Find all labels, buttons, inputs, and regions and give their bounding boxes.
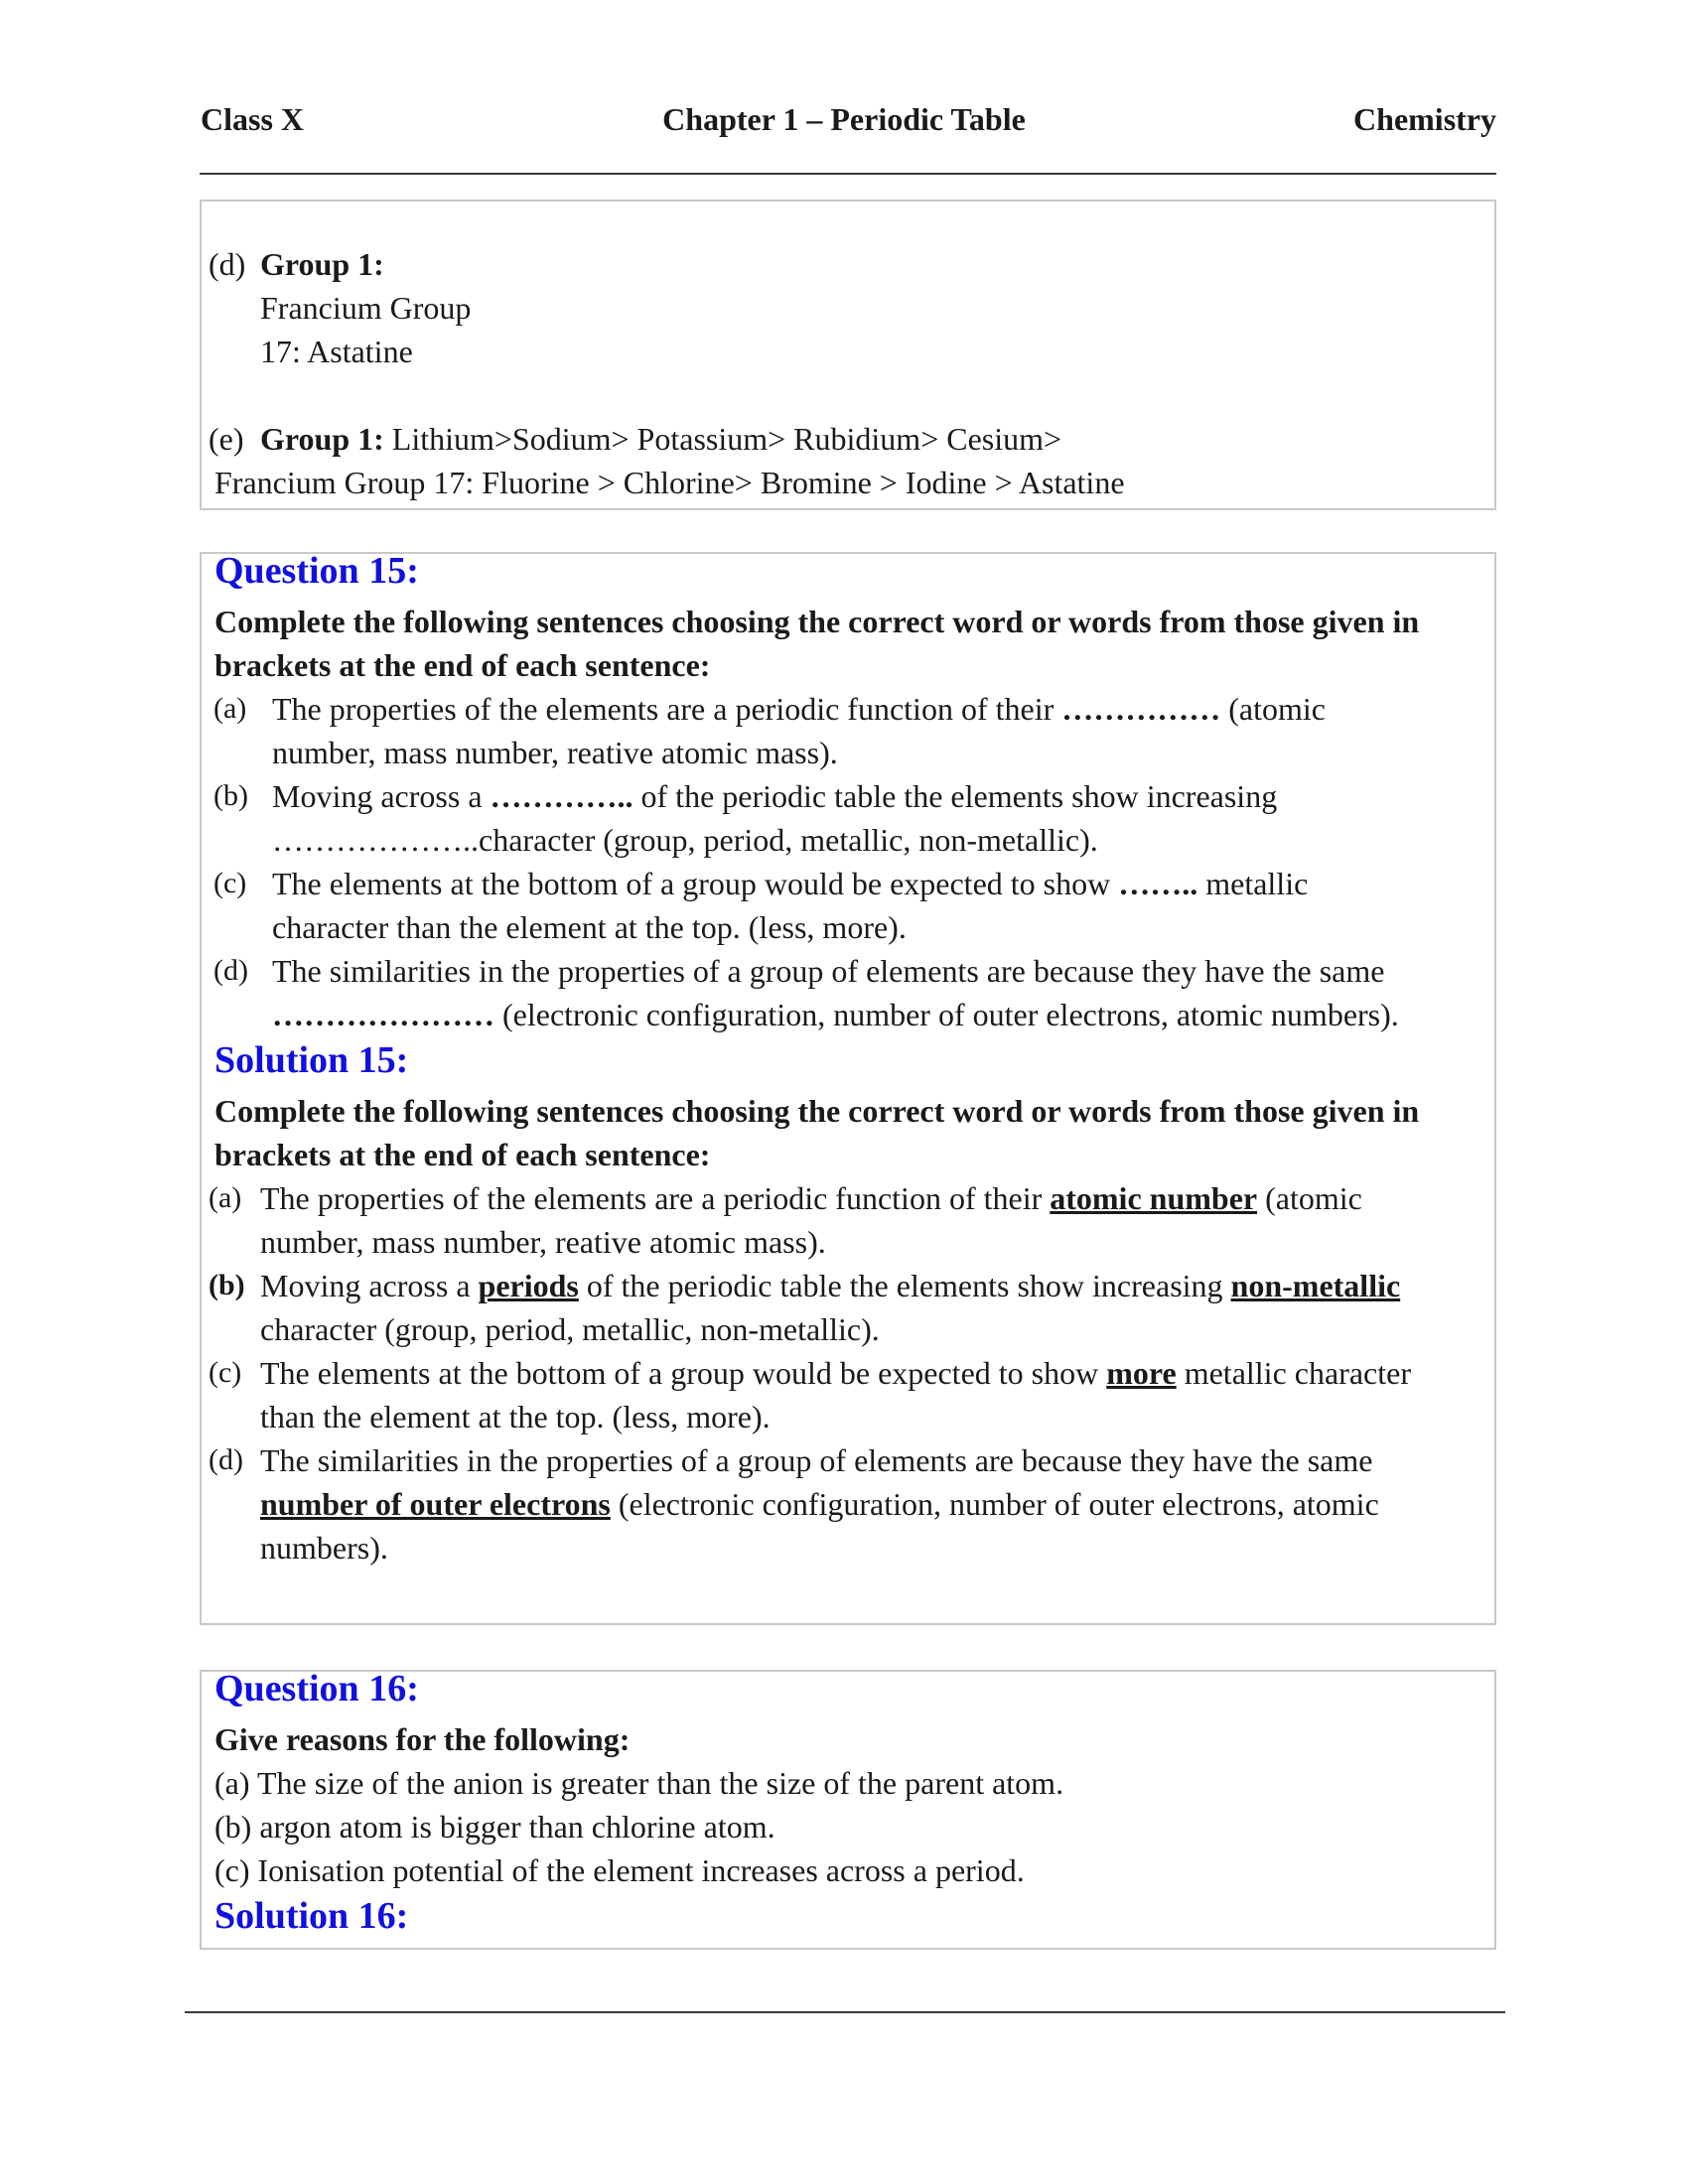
q15-item-b-blank: ………….. — [490, 778, 633, 814]
item-d-label: (d) — [209, 246, 246, 282]
header-chapter-title: Chapter 1 – Periodic Table — [662, 101, 1026, 137]
q15-item-c-line2: character than the element at the top. (less, more). — [272, 909, 907, 945]
s15-item-d-line1: The similarities in the properties of a group of elements are because they have the same — [260, 1442, 1373, 1478]
s15-item-c-line2: than the element at the top. (less, more). — [260, 1399, 771, 1434]
s15-item-d-answer: number of outer electrons — [260, 1486, 611, 1522]
item-e-line1 — [260, 417, 1061, 461]
q15-item-c-blank: …….. — [1118, 866, 1198, 901]
s15-instruction-line2: brackets at the end of each sentence: — [214, 1137, 711, 1172]
item-e-title: Group 1: — [260, 421, 384, 457]
header-class: Class X — [201, 101, 305, 137]
question-15-heading: Question 15: — [214, 550, 419, 592]
q15-item-d-blank: ………………… — [272, 997, 494, 1032]
s15-item-b-answer2: non-metallic — [1230, 1268, 1401, 1303]
q15-item-b-text2: of the periodic table the elements show increasing — [633, 778, 1278, 814]
s15-item-c-text2: metallic character — [1176, 1355, 1411, 1391]
s15-item-d-line3: numbers). — [260, 1530, 388, 1566]
q16-item-b: (b) argon atom is bigger than chlorine atom. — [214, 1809, 775, 1844]
q15-item-b-line1 — [272, 774, 1277, 818]
solution-16-heading: Solution 16: — [214, 1895, 409, 1937]
q15-item-a-line1 — [272, 687, 1326, 731]
item-e-label: (e) — [209, 421, 244, 457]
s15-item-d-options: (electronic configuration, number of outer electrons, atomic — [610, 1486, 1379, 1522]
header-subject: Chemistry — [1353, 101, 1496, 137]
q16-item-c: (c) Ionisation potential of the element increases across a period. — [214, 1852, 1025, 1888]
item-d-line2: Francium Group — [260, 290, 472, 326]
q15-item-d-options: (electronic configuration, number of outer electrons, atomic numbers). — [494, 997, 1399, 1032]
q15-item-c-text: The elements at the bottom of a group would be expected to show — [272, 866, 1119, 901]
q15-item-d-label: (d) — [213, 954, 248, 987]
q15-item-b-text: Moving across a — [272, 778, 491, 814]
item-e-line1-text: Lithium>Sodium> Potassium> Rubidium> Cesium> — [383, 421, 1062, 457]
s15-item-b-line2: character (group, period, metallic, non-metallic). — [260, 1311, 880, 1347]
s15-item-a-line2: number, mass number, reative atomic mass). — [260, 1224, 826, 1260]
s15-item-a-answer: atomic number — [1050, 1180, 1258, 1216]
s15-item-b-line1 — [260, 1264, 1400, 1307]
s15-item-b-text: Moving across a — [260, 1268, 479, 1303]
item-d-title: Group 1: — [260, 246, 384, 282]
q16-item-a: (a) The size of the anion is greater than the size of the parent atom. — [214, 1765, 1064, 1801]
s15-item-d-label: (d) — [209, 1443, 243, 1476]
q15-item-b-line2: ………………..character (group, period, metallic, non-metallic). — [272, 822, 1098, 858]
question-16-heading: Question 16: — [214, 1668, 419, 1709]
s15-item-b-label: (b) — [209, 1269, 245, 1301]
s15-instruction-line1: Complete the following sentences choosing the correct word or words from those given in — [214, 1093, 1420, 1129]
s15-item-a-label: (a) — [209, 1181, 242, 1214]
q15-item-b-label: (b) — [213, 779, 248, 812]
q15-item-d-line2 — [272, 993, 1399, 1036]
header-rule — [200, 173, 1496, 175]
s15-item-c-line1 — [260, 1351, 1411, 1395]
s15-item-b-text2: of the periodic table the elements show increasing — [578, 1268, 1231, 1303]
q15-item-a-line2: number, mass number, reative atomic mass). — [272, 735, 838, 770]
q15-item-d-line1: The similarities in the properties of a group of elements are because they have the same — [272, 953, 1385, 989]
q15-instruction-line1: Complete the following sentences choosing the correct word or words from those given in — [214, 604, 1420, 639]
s15-item-a-text: The properties of the elements are a periodic function of their — [260, 1180, 1051, 1216]
q16-instruction: Give reasons for the following: — [214, 1721, 631, 1757]
s15-item-a-options: (atomic — [1257, 1180, 1362, 1216]
q15-item-a-blank: …………… — [1061, 691, 1221, 727]
s15-item-c-label: (c) — [209, 1356, 242, 1389]
s15-item-b-answer1: periods — [478, 1268, 579, 1303]
q15-item-c-label: (c) — [213, 867, 247, 899]
q15-item-a-text: The properties of the elements are a periodic function of their — [272, 691, 1062, 727]
item-e-line2: Francium Group 17: Fluorine > Chlorine> Bromine > Iodine > Astatine — [214, 465, 1125, 500]
q15-item-a-options: (atomic — [1220, 691, 1326, 727]
q15-item-c-line1 — [272, 862, 1308, 905]
q15-instruction-line2: brackets at the end of each sentence: — [214, 647, 711, 683]
s15-item-c-text: The elements at the bottom of a group would be expected to show — [260, 1355, 1107, 1391]
q15-item-a-label: (a) — [213, 692, 247, 725]
q15-item-c-text2: metallic — [1197, 866, 1309, 901]
s15-item-c-answer: more — [1106, 1355, 1177, 1391]
s15-item-a-line1 — [260, 1176, 1362, 1220]
solution-15-heading: Solution 15: — [214, 1039, 409, 1081]
footer-rule — [185, 2011, 1505, 2013]
item-d-line3: 17: Astatine — [260, 334, 413, 369]
s15-item-d-line2 — [260, 1482, 1379, 1526]
